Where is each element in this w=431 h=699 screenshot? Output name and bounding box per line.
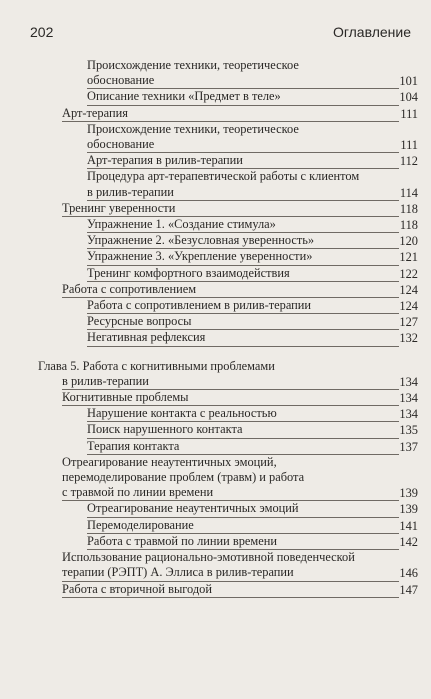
toc-section[interactable] <box>62 455 431 502</box>
toc-subsection[interactable] <box>87 122 431 153</box>
toc-subsection[interactable] <box>87 314 431 330</box>
toc-entry-text: Упражнение 3. «Укрепление уверенности» <box>87 249 313 264</box>
toc-subsection[interactable] <box>87 249 431 265</box>
toc-entry-text: в рилив-терапии <box>62 373 149 388</box>
toc-section[interactable] <box>62 282 431 298</box>
toc-entry-text: Описание техники «Предмет в теле» <box>87 89 281 104</box>
chapter-gap <box>0 347 431 359</box>
toc-page-number: 111 <box>400 138 418 153</box>
toc-page-number: 127 <box>399 315 418 330</box>
toc-entry-text: Работа с сопротивлением <box>62 281 197 296</box>
toc-entry-text: Упражнение 1. «Создание стимула» <box>87 217 276 232</box>
toc-entry-text: Упражнение 2. «Безусловная уверенность» <box>87 233 315 248</box>
table-of-contents <box>0 58 431 598</box>
toc-entry-text: обоснование <box>87 73 155 88</box>
toc-entry-text: Поиск нарушенного контакта <box>87 422 243 437</box>
toc-subsection[interactable] <box>87 233 431 249</box>
toc-subsection[interactable] <box>87 153 431 169</box>
toc-page-number: 118 <box>399 201 418 216</box>
toc-entry-text: Работа с вторичной выгодой <box>62 581 213 596</box>
toc-subsection[interactable] <box>87 217 431 233</box>
toc-entry-text: Отреагирование неаутентичных эмоций, <box>62 454 277 469</box>
toc-page-number: 111 <box>400 106 418 121</box>
toc-entry-text: Происхождение техники, теоретическое <box>87 58 299 72</box>
toc-section[interactable] <box>62 582 431 598</box>
toc-page-number: 124 <box>399 299 418 314</box>
toc-entry-text: Происхождение техники, теоретическое <box>87 121 299 136</box>
toc-entry-text: Перемоделирование <box>87 517 194 532</box>
toc-subsection[interactable] <box>87 330 431 346</box>
page-header <box>30 24 411 46</box>
toc-page-number: 122 <box>399 266 418 281</box>
toc-entry-text: Использование рационально-эмотивной поведенческой <box>62 550 355 565</box>
toc-entry-text: терапии (РЭПТ) А. Эллиса в рилив-терапии <box>62 565 294 580</box>
page-number: 202 <box>30 24 54 40</box>
toc-page-number: 101 <box>399 74 418 89</box>
toc-entry-text: Работа с травмой по линии времени <box>87 533 278 548</box>
toc-section[interactable] <box>62 550 431 581</box>
toc-subsection[interactable] <box>87 406 431 422</box>
toc-entry-text: Тренинг комфортного взаимодействия <box>87 265 290 280</box>
toc-page-number: 137 <box>399 439 418 454</box>
toc-page-number: 146 <box>399 566 418 581</box>
toc-subsection[interactable] <box>87 534 431 550</box>
toc-page-number: 139 <box>399 486 418 501</box>
toc-page-number: 121 <box>399 250 418 265</box>
toc-page-number: 114 <box>399 185 418 200</box>
toc-subsection[interactable] <box>87 501 431 517</box>
toc-entry-text: с травмой по линии времени <box>62 485 214 500</box>
toc-subsection[interactable] <box>87 422 431 438</box>
toc-page-number: 134 <box>399 407 418 422</box>
toc-entry-text: Работа с сопротивлением в рилив-терапии <box>87 298 312 313</box>
toc-page-number: 124 <box>399 282 418 297</box>
toc-page-number: 104 <box>399 90 418 105</box>
toc-page-number: 139 <box>399 502 418 517</box>
toc-page-number: 147 <box>399 582 418 597</box>
toc-page-number: 142 <box>399 534 418 549</box>
toc-page-number: 132 <box>399 331 418 346</box>
toc-entry-text: обоснование <box>87 137 155 152</box>
toc-subsection[interactable] <box>87 298 431 314</box>
toc-subsection[interactable] <box>87 266 431 282</box>
toc-page-number: 141 <box>399 518 418 533</box>
toc-subsection[interactable] <box>87 58 431 89</box>
toc-entry-text: Негативная рефлексия <box>87 330 206 345</box>
toc-subsection[interactable] <box>87 518 431 534</box>
toc-entry-text: Глава 5. Работа с когнитивными проблемами <box>38 358 275 373</box>
toc-page-number: 112 <box>399 154 418 169</box>
toc-entry-text: Нарушение контакта с реальностью <box>87 406 277 421</box>
toc-subsection[interactable] <box>87 89 431 105</box>
toc-entry-text: Когнитивные проблемы <box>62 390 189 405</box>
section-title: Оглавление <box>332 24 411 40</box>
toc-page-number: 120 <box>399 234 418 249</box>
toc-entry-text: перемоделирование проблем (травм) и работа <box>62 470 305 485</box>
toc-entry-text: Отреагирование неаутентичных эмоций <box>87 501 299 516</box>
toc-entry-text: Тренинг уверенности <box>62 200 176 215</box>
toc-section[interactable] <box>62 390 431 406</box>
toc-subsection[interactable] <box>87 439 431 455</box>
toc-entry-text: Терапия контакта <box>87 438 180 453</box>
toc-page-number: 134 <box>399 391 418 406</box>
toc-entry-text: в рилив-терапии <box>87 184 174 199</box>
toc-entry-text: Процедура арт-терапевтической работы с клиентом <box>87 169 360 184</box>
toc-subsection[interactable] <box>87 169 431 200</box>
toc-section[interactable] <box>62 201 431 217</box>
toc-page-number: 134 <box>399 374 418 389</box>
toc-chapter[interactable] <box>38 358 431 390</box>
toc-entry-text: Ресурсные вопросы <box>87 314 192 329</box>
toc-page-number: 118 <box>399 218 418 233</box>
toc-entry-text: Арт-терапия <box>62 105 128 120</box>
toc-section[interactable] <box>62 106 431 122</box>
toc-page-number: 135 <box>399 423 418 438</box>
toc-entry-text: Арт-терапия в рилив-терапии <box>87 153 243 168</box>
